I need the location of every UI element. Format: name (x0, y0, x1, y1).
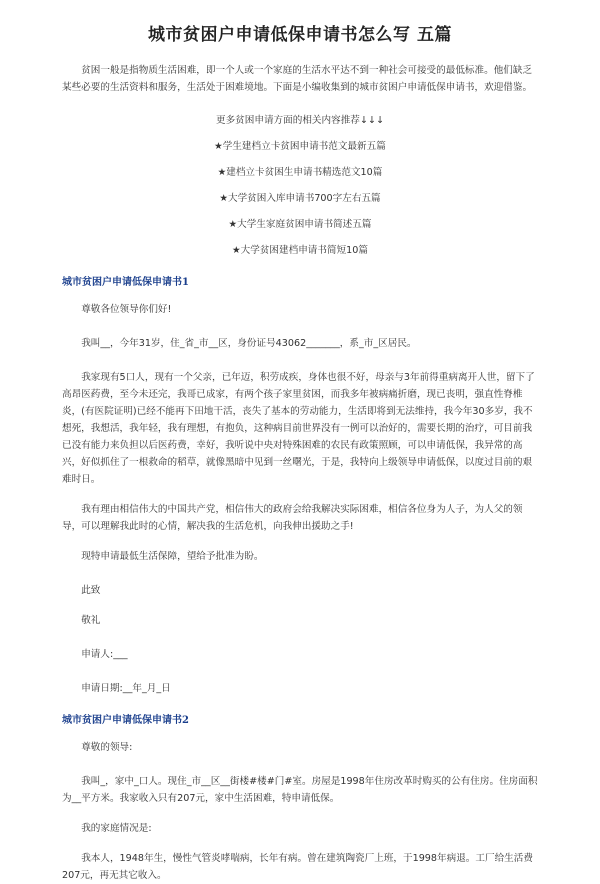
recommend-link-2[interactable]: ★建档立卡贫困生申请书精选范文10篇 (217, 167, 383, 178)
recommend-link-5[interactable]: ★大学贫困建档申请书简短10篇 (232, 245, 368, 256)
letter1-applicant: 申请人:___ (81, 649, 128, 660)
letter2-paragraph-3: 我本人，1948年生，慢性气管炎哮喘病，长年有病。曾在建筑陶瓷厂上班，于1998年病退。工厂给生活费207元，再无其它收入。 (62, 853, 533, 881)
recommend-link-3[interactable]: ★大学贫困入库申请书700字左右五篇 (219, 193, 381, 204)
letter1-paragraph-2: 我家现有5口人，现有一个父亲，已年迈，积劳成疾，身体也很不好，母亲与3年前得重病离开人世，留下了高昂医药费，至今未还完，我哥已成家，有两个孩子家里贫困，而我多年被病痛折磨，现已丧明，强直性脊椎炎，(有医院证明)已经不能再下田地干活，丧失了基本的劳动能力，生活即将到无法维持，我今年30多岁，我不想死，我想活，我年轻，我有理想，有抱负，这种病目前世界没有一例可以治好的，需要长期的治疗，可目前我已没有能力来负担以后医药费，幸好，我听说中央对特殊困难的农民有政策照顾，可以申请低保，我异常的高兴，好似抓住了一根救命的稻草，就像黑暗中见到一丝曙光，于是，我特向上级领导申请低保，以度过目前的艰难时日。 (62, 372, 535, 485)
letter1-greeting: 尊敬各位领导你们好! (81, 304, 172, 315)
recommend-heading: 更多贫困申请方面的相关内容推荐↓↓↓ (215, 115, 385, 126)
letter2-greeting: 尊敬的领导: (81, 742, 133, 753)
letter2-title: 城市贫困户申请低保申请书2 (62, 715, 189, 726)
recommend-link-4[interactable]: ★大学生家庭贫困申请书简述五篇 (228, 219, 372, 230)
letter2-paragraph-2: 我的家庭情况是: (81, 823, 152, 834)
recommend-link-1[interactable]: ★学生建档立卡贫困申请书范文最新五篇 (214, 141, 386, 152)
page-title: 城市贫困户申请低保申请书怎么写 五篇 (148, 25, 452, 45)
letter1-paragraph-1: 我叫__，今年31岁，住_省_市__区，身份证号43062_______，系_市_区居民。 (81, 338, 417, 349)
intro-paragraph: 贫困一般是指物质生活困难，即一个人或一个家庭的生活水平达不到一种社会可接受的最低标准。他们缺乏某些必要的生活资料和服务，生活处于困难境地。下面是小编收集到的城市贫困户申请低保申请书，欢迎借鉴。 (62, 65, 533, 93)
letter1-closing-2: 敬礼 (81, 615, 101, 626)
letter1-paragraph-3: 我有理由相信伟大的中国共产党，相信伟大的政府会给我解决实际困难，相信各位身为人子，为人父的领导，可以理解我此时的心情，解决我的生活危机，向我伸出援助之手! (62, 504, 523, 532)
letter1-date: 申请日期:__年_月_日 (81, 683, 171, 694)
letter1-closing-1: 此致 (81, 585, 101, 596)
letter1-title: 城市贫困户申请低保申请书1 (62, 277, 189, 288)
letter2-paragraph-1: 我叫_，家中_口人。现住_市__区__街楼#楼#门#室。房屋是1998年住房改革时购买的公有住房。住房面积为__平方米。我家收入只有207元，家中生活困难，特申请低保。 (62, 776, 538, 804)
letter1-paragraph-4: 现特申请最低生活保障，望给予批准为盼。 (81, 551, 264, 562)
